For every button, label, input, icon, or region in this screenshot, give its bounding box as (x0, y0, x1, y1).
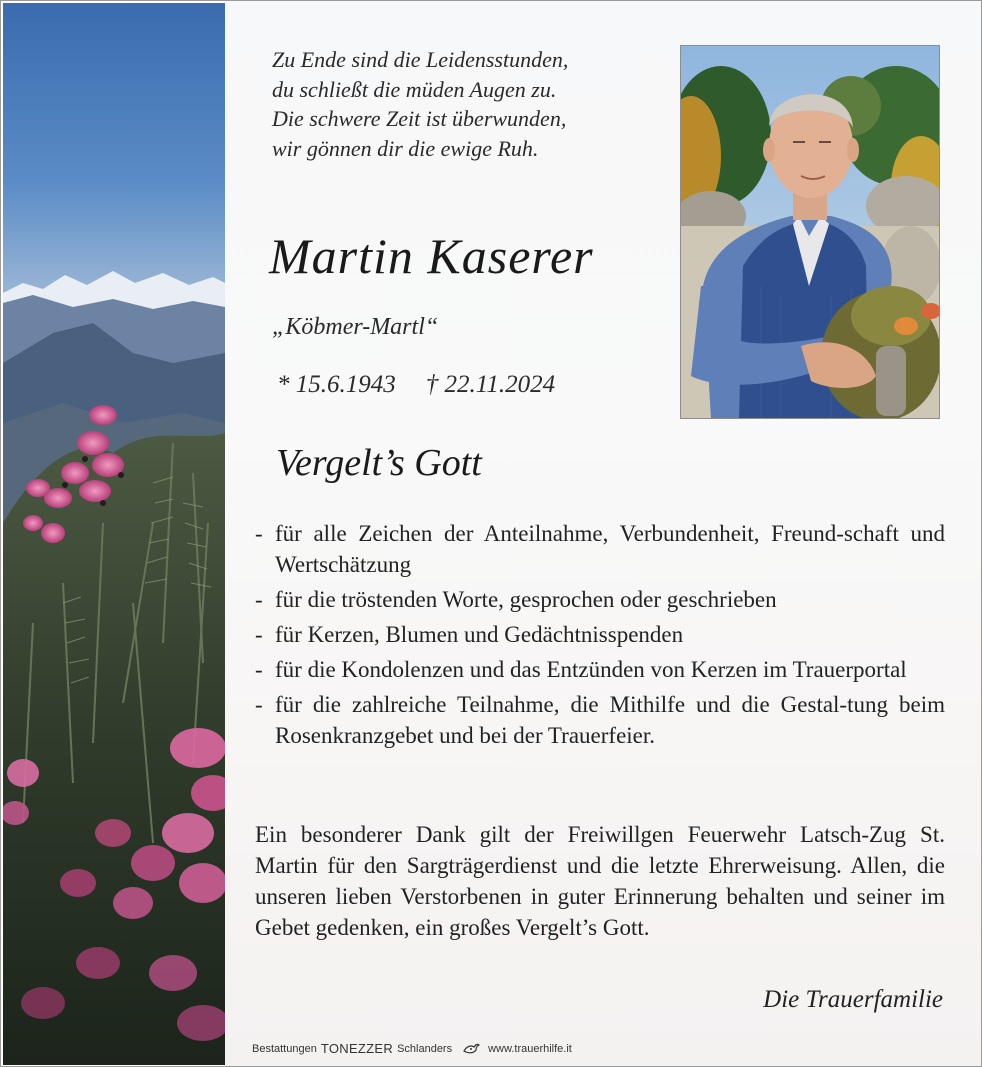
list-item-text: für Kerzen, Blumen und Gedächtnisspenden (275, 622, 684, 647)
bullet-dash: - (255, 587, 263, 612)
memorial-poem (272, 45, 662, 163)
list-item (255, 518, 945, 580)
dove-icon (462, 1042, 480, 1056)
list-item (255, 619, 945, 650)
list-item-text: für alle Zeichen der Anteilnahme, Verbundenheit, Freund-schaft und Wertschätzung (275, 521, 945, 577)
list-item-text: für die tröstenden Worte, gesprochen oder geschrieben (275, 587, 777, 612)
bullet-dash: - (255, 521, 263, 546)
life-dates (277, 371, 555, 399)
signature: Die Trauerfamilie (763, 986, 943, 1013)
birth-date: * 15.6.1943 (277, 371, 396, 398)
bullet-dash: - (255, 657, 263, 682)
poem-line: Zu Ende sind die Leidensstunden, (272, 47, 569, 72)
footer-location: Schlanders (397, 1042, 453, 1055)
death-date: † 22.11.2024 (425, 371, 556, 398)
list-item-text: für die zahlreiche Teilnahme, die Mithilfe und die Gestal-tung beim Rosenkranzgebet und bei der Trauerfeier. (275, 692, 945, 748)
heather-flowers-mountain-photo (3, 3, 225, 1065)
closing-paragraph: Ein besonderer Dank gilt der Freiwillgen Feuerwehr Latsch-Zug St. Martin für den Sargträgerdienst und die letzte Ehrerweisung. Allen, die unseren lieben Verstorbenen in guter Erinnerung behalten und seiner im Gebet gedenken, ein großes Vergelt’s Gott. (255, 822, 945, 940)
footer (252, 1041, 572, 1056)
list-item (255, 654, 945, 685)
poem-line: wir gönnen dir die ewige Ruh. (272, 135, 539, 161)
footer-website[interactable]: www.trauerhilfe.it (488, 1042, 572, 1055)
poem-line: du schließt die müden Augen zu. (272, 76, 557, 102)
footer-prefix: Bestattungen (252, 1042, 317, 1055)
deceased-nickname: „Köbmer-Martl“ (272, 314, 439, 340)
portrait-photo (680, 45, 940, 419)
bullet-dash: - (255, 622, 263, 647)
bullet-dash: - (255, 692, 263, 717)
list-item-text: für die Kondolenzen und das Entzünden von Kerzen im Trauerportal (275, 657, 907, 682)
deceased-name: Martin Kaserer (269, 228, 594, 284)
list-item (255, 689, 945, 751)
list-item (255, 584, 945, 615)
footer-brand: TONEZZER (320, 1041, 394, 1056)
thanks-list (255, 518, 945, 755)
poem-line: Die schwere Zeit ist überwunden, (272, 106, 567, 131)
thanks-heading: Vergelt’s Gott (276, 442, 482, 484)
